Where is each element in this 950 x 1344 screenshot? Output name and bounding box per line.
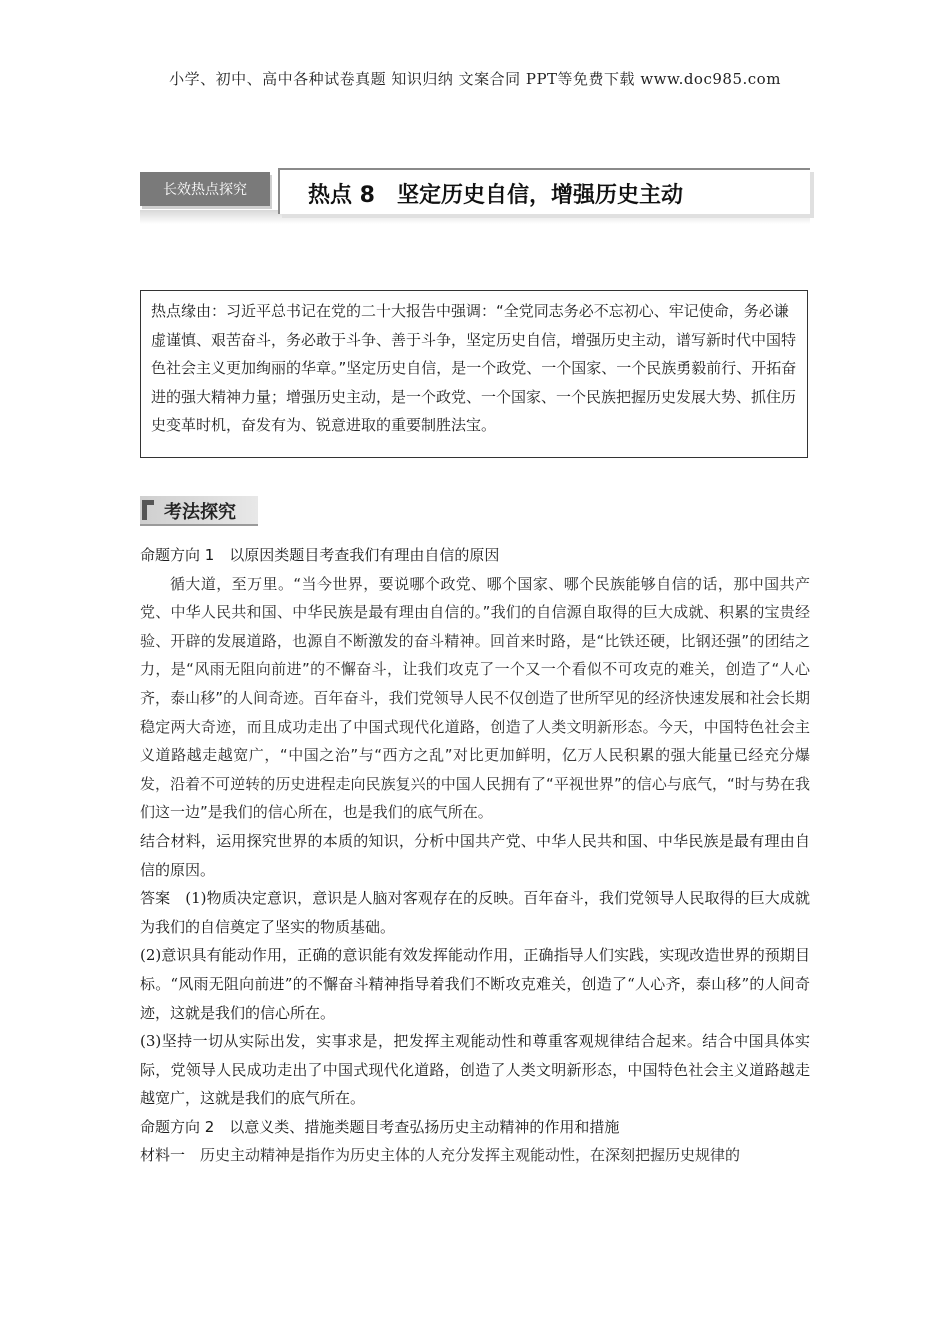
direction-1-material: 循大道，至万里。“当今世界，要说哪个政党、哪个国家、哪个民族能够自信的话，那中国共产党、中华人民共和国、中华民族是最有理由自信的。”我们的自信源自取得的巨大成就、积累的宝贵经验、开辟的发展道路，也源自不断激发的奋斗精神。回首来时路，是“比铁还硬，比钢还强”的团结之力，是“风雨无阻向前进”的不懈奋斗，让我们攻克了一个又一个看似不可攻克的难关，创造了“人心齐，泰山移”的人间奇迹。百年奋斗，我们党领导人民不仅创造了世所罕见的经济快速发展和社会长期稳定两大奇迹，而且成功走出了中国式现代化道路，创造了人类文明新形态。今天，中国特色社会主义道路越走越宽广，“中国之治”与“西方之乱”对比更加鲜明，亿万人民积累的强大能量已经充分爆发，沿着不可逆转的历史进程走向民族复兴的中国人民拥有了“平视世界”的信心与底气，“时与势在我们这一边”是我们的信心所在，也是我们的底气所在。 <box>140 574 810 822</box>
direction-1-answer-2: (2)意识具有能动作用，正确的意识能有效发挥能动作用，正确指导人们实践，实现改造世界的预期目标。“风雨无阻向前进”的不懈奋斗精神指导着我们不断攻克难关，创造了“人心齐，泰山移”的人间奇迹，这就是我们的信心所在。 <box>140 946 810 1022</box>
banner-tag: 长效热点探究 <box>140 172 270 206</box>
section-heading <box>140 496 258 526</box>
direction-1-question: 结合材料，运用探究世界的本质的知识，分析中国共产党、中华人民共和国、中华民族是最有理由自信的原因。 <box>140 831 810 879</box>
banner-title-box <box>278 168 810 214</box>
topic-banner <box>140 166 810 216</box>
header-note: 小学、初中、高中各种试卷真题 知识归纳 文案合同 PPT等免费下载 www.doc985.com <box>169 70 781 88</box>
material-label: 材料一 <box>140 1146 201 1165</box>
direction-2-material <box>140 1141 810 1170</box>
direction-2-title: 命题方向 2 以意义类、措施类题目考查弘扬历史主动精神的作用和措施 <box>140 1117 620 1136</box>
topic-origin-box <box>140 290 808 458</box>
direction-1-title: 命题方向 1 以原因类题目考查我们有理由自信的原因 <box>140 546 500 564</box>
direction-1-answer-1 <box>140 884 810 941</box>
page-title: 热点 8 坚定历史自信，增强历史主动 <box>308 183 683 208</box>
section-heading-text: 考法探究 <box>164 502 236 523</box>
answer-1-text: (1)物质决定意识，意识是人脑对客观存在的反映。百年奋斗，我们党领导人民取得的巨大成就为我们的自信奠定了坚实的物质基础。 <box>140 889 810 936</box>
main-content <box>140 541 810 1170</box>
material-text: 历史主动精神是指作为历史主体的人充分发挥主观能动性，在深刻把握历史规律的 <box>200 1146 741 1165</box>
origin-text: 习近平总书记在党的二十大报告中强调：“全党同志务必不忘初心、牢记使命，务必谦虚谨慎、艰苦奋斗，务必敢于斗争、善于斗争，坚定历史自信，增强历史主动，谱写新时代中国特色社会主义更加绚丽的华章。”坚定历史自信，是一个政党、一个国家、一个民族勇毅前行、开拓奋进的强大精神力量；增强历史主动，是一个政党、一个国家、一个民族把握历史发展大势、抓住历史变革时机，奋发有为、锐意进取的重要制胜法宝。 <box>151 302 797 435</box>
origin-label: 热点缘由： <box>151 302 227 320</box>
corner-bracket-icon <box>142 500 154 520</box>
direction-1-answer-3: (3)坚持一切从实际出发，实事求是，把发挥主观能动性和尊重客观规律结合起来。结合中国具体实际，党领导人民成功走出了中国式现代化道路，创造了人类文明新形态，中国特色社会主义道路越走越宽广，这就是我们的底气所在。 <box>140 1032 810 1108</box>
answer-label: 答案 <box>140 889 171 908</box>
